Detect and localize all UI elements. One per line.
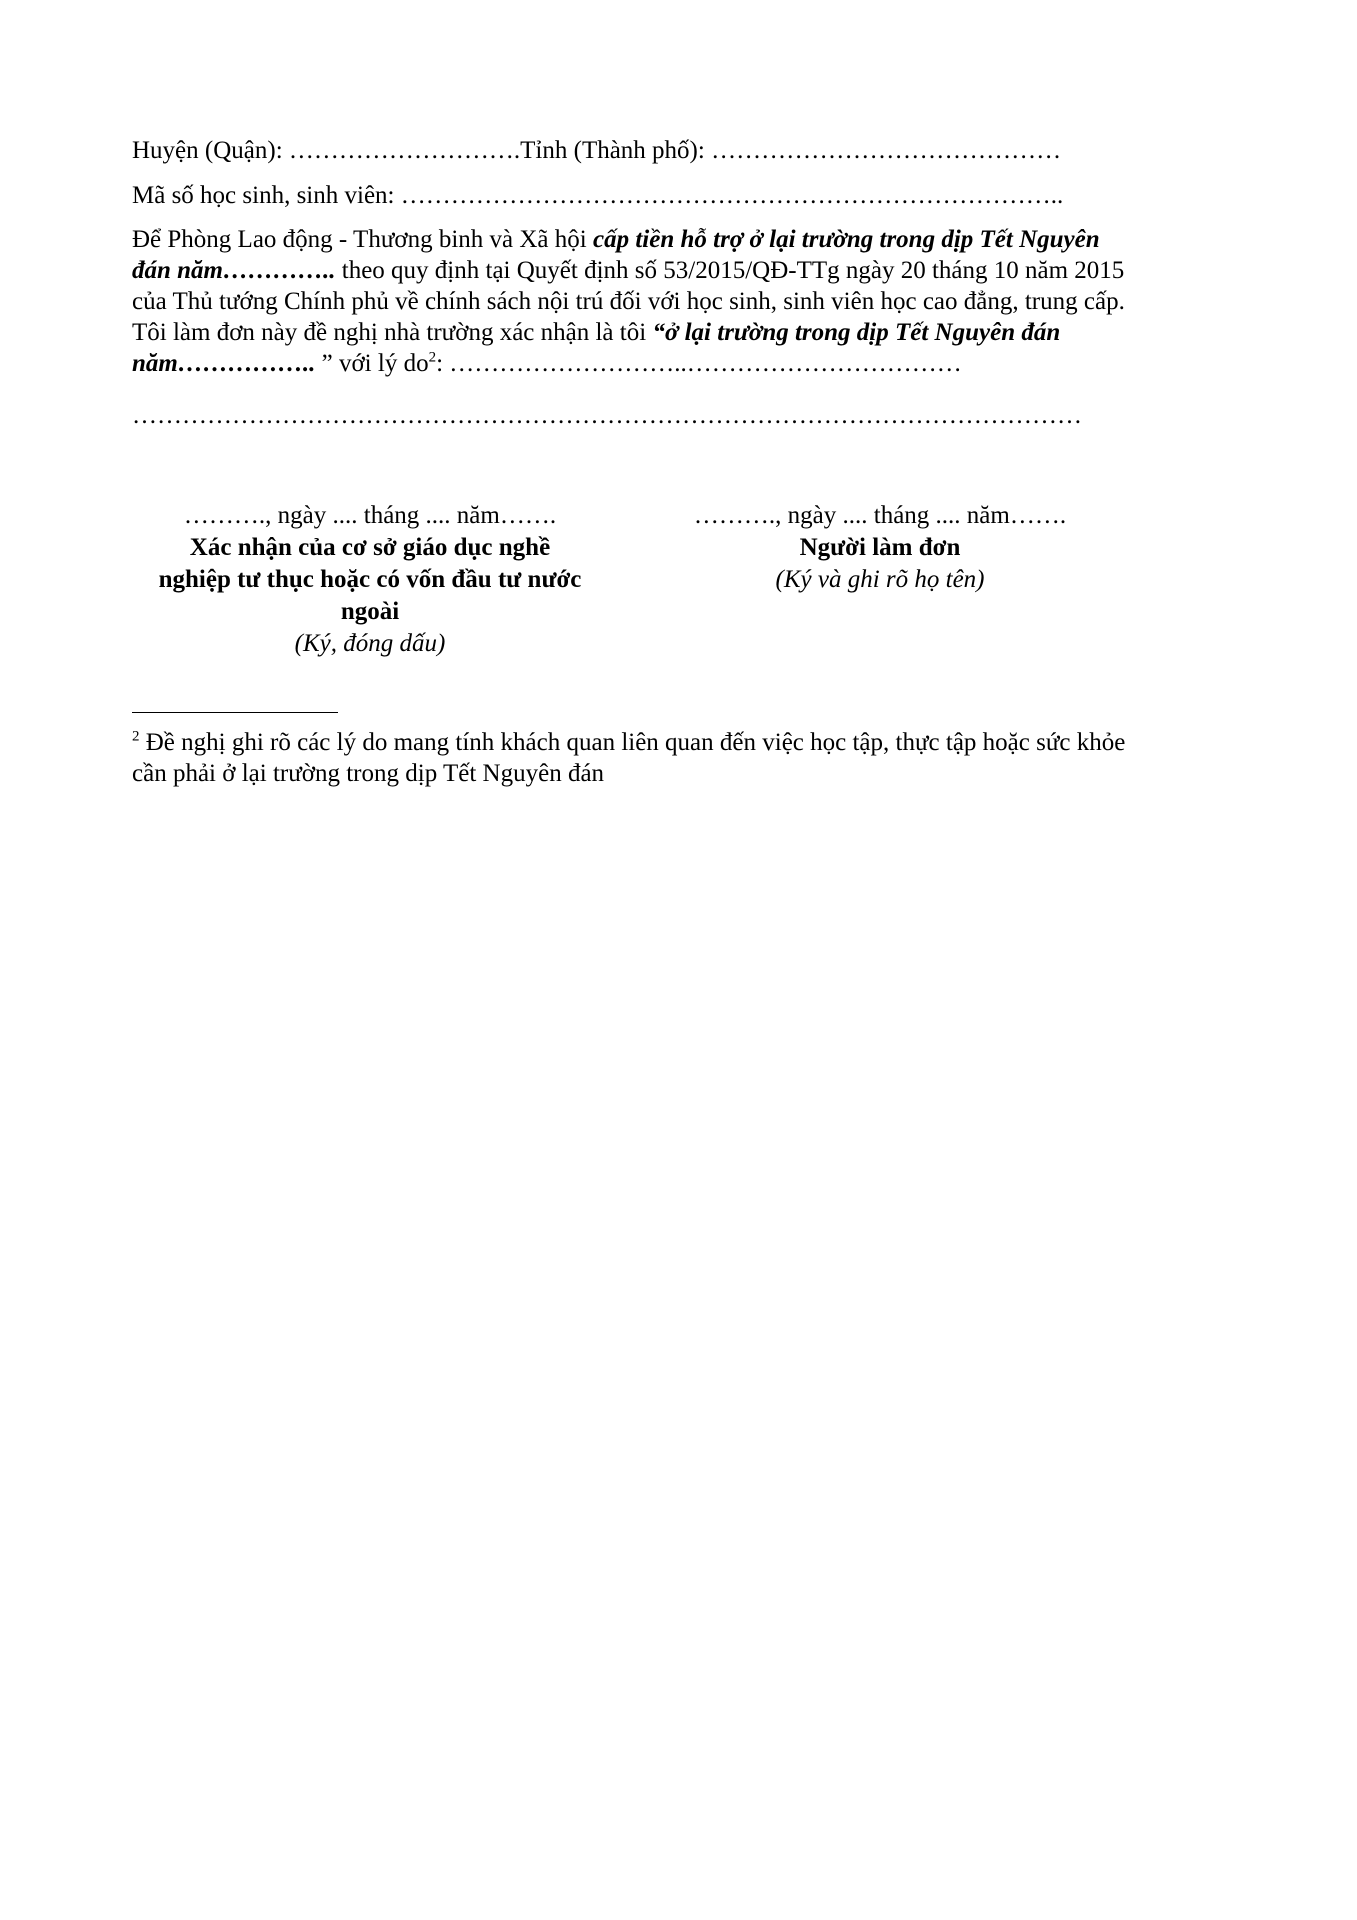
institution-title-line-2: nghiệp tư thục hoặc có vốn đầu tư nước bbox=[158, 566, 582, 593]
institution-confirmation-block bbox=[132, 500, 608, 660]
paragraph-line-5 bbox=[132, 348, 1232, 379]
footnote-separator bbox=[132, 712, 338, 713]
applicant-signature-block bbox=[660, 500, 1100, 596]
reason-dotted-line: …………………………………………………………………………………………………… bbox=[132, 402, 1082, 429]
student-id-line: Mã số học sinh, sinh viên: …………………………………………………………………….. bbox=[132, 182, 1064, 209]
institution-date-line: ………., ngày .... tháng .... năm……. bbox=[183, 502, 557, 529]
footnote-line-1 bbox=[132, 727, 1232, 758]
paragraph-text: theo quy định tại Quyết định số 53/2015/QĐ-TTg ngày 20 tháng 10 năm 2015 bbox=[335, 257, 1125, 284]
institution-title-line-3: ngoài bbox=[340, 598, 400, 625]
paragraph-line-4 bbox=[132, 317, 1232, 348]
footnote-text: Đề nghị ghi rõ các lý do mang tính khách quan liên quan đến việc học tập, thực tập hoặc sức khỏe bbox=[139, 729, 1126, 756]
institution-title-line-1: Xác nhận của cơ sở giáo dục nghề bbox=[189, 534, 551, 561]
emphasis-text: đán năm………….. bbox=[132, 257, 336, 284]
paragraph-line-2 bbox=[132, 255, 1232, 286]
paragraph-text: Để Phòng Lao động - Thương binh và Xã hội bbox=[132, 226, 593, 253]
paragraph-line-1 bbox=[132, 224, 1232, 255]
emphasis-text: cấp tiền hỗ trợ ở lại trường trong dịp Tết Nguyên bbox=[592, 226, 1100, 253]
paragraph-text: Tôi làm đơn này đề nghị nhà trường xác nhận là tôi bbox=[132, 319, 653, 346]
applicant-title: Người làm đơn bbox=[799, 534, 961, 561]
district-province-line: Huyện (Quận): ……………………….Tỉnh (Thành phố): …………………………………… bbox=[132, 137, 1062, 164]
applicant-sign-note: (Ký và ghi rõ họ tên) bbox=[775, 566, 985, 593]
footnote-line-2: cần phải ở lại trường trong dịp Tết Nguyên đán bbox=[132, 760, 605, 787]
applicant-date-line: ………., ngày .... tháng .... năm……. bbox=[693, 502, 1067, 529]
emphasis-text: năm…………….. bbox=[132, 350, 316, 377]
emphasis-text: “ở lại trường trong dịp Tết Nguyên đán bbox=[652, 319, 1061, 346]
paragraph-line-3: của Thủ tướng Chính phủ về chính sách nội trú đối với học sinh, sinh viên học cao đẳng, trung cấp. bbox=[132, 288, 1125, 315]
paragraph-text: : ………………………..…………………………… bbox=[436, 350, 962, 377]
footnote-reference: 2 bbox=[428, 349, 437, 366]
paragraph-text: ” với lý do bbox=[315, 350, 429, 377]
institution-sign-note: (Ký, đóng dấu) bbox=[294, 630, 446, 657]
footnote-number: 2 bbox=[132, 728, 140, 745]
footnote bbox=[132, 727, 1232, 789]
request-paragraph bbox=[132, 224, 1232, 379]
